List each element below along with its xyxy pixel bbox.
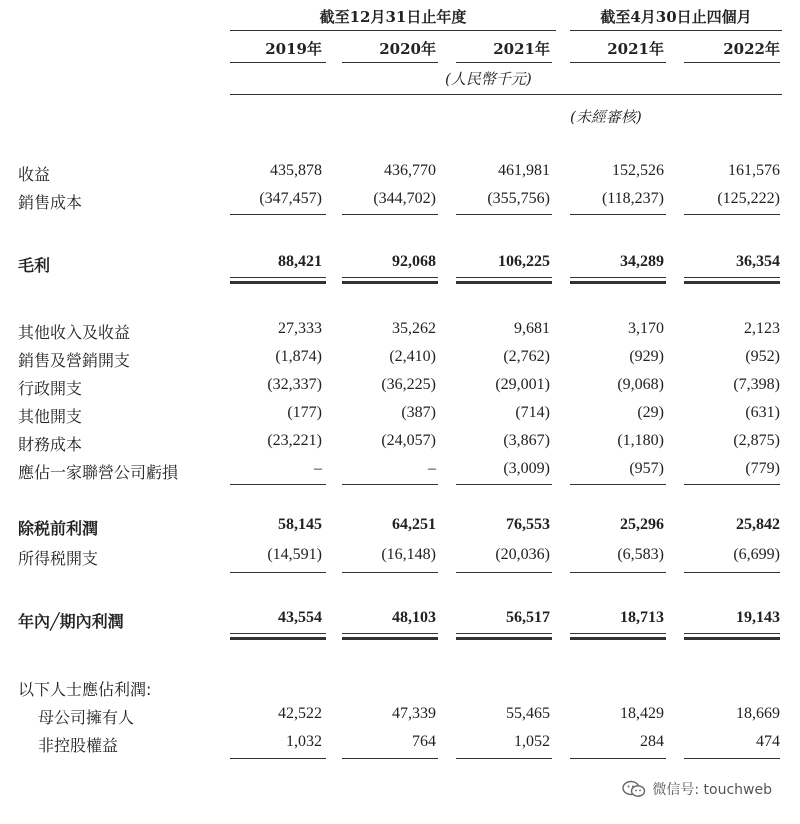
table-cell: (344,702): [373, 190, 436, 207]
table-cell: (6,699): [733, 546, 780, 563]
row-rule-double: [230, 281, 326, 284]
row-rule: [570, 214, 666, 215]
row-rule: [342, 277, 438, 278]
row-rule: [230, 758, 326, 759]
table-cell: (32,337): [267, 376, 322, 393]
table-cell: 161,576: [728, 162, 780, 179]
year-underline-0: [230, 62, 326, 63]
table-cell: 92,068: [392, 253, 436, 270]
year-underline-2: [456, 62, 552, 63]
year-header-4: 2022年: [723, 40, 780, 58]
row-rule: [456, 214, 552, 215]
row-rule-double: [456, 637, 552, 640]
table-cell: (957): [629, 460, 664, 477]
table-cell: 284: [640, 733, 664, 750]
row-rule: [230, 214, 326, 215]
row-rule: [570, 277, 666, 278]
group-header-underline-2: [570, 30, 782, 31]
table-cell: 34,289: [620, 253, 664, 270]
watermark-text: 微信号: touchweb: [652, 782, 772, 798]
table-cell: –: [314, 460, 322, 477]
wechat-icon: [622, 780, 646, 798]
row-label: 銷售成本: [18, 193, 83, 212]
row-rule: [570, 484, 666, 485]
row-rule-double: [570, 281, 666, 284]
table-cell: 18,669: [736, 705, 780, 722]
table-cell: (387): [401, 404, 436, 421]
year-header-0: 2019年: [265, 40, 322, 58]
table-cell: (36,225): [381, 376, 436, 393]
row-rule: [570, 758, 666, 759]
year-underline-3: [570, 62, 666, 63]
row-label: 財務成本: [18, 435, 83, 454]
table-cell: (1,180): [617, 432, 664, 449]
row-rule: [684, 572, 780, 573]
table-cell: 64,251: [392, 516, 436, 533]
table-cell: 764: [412, 733, 436, 750]
table-cell: (125,222): [717, 190, 780, 207]
row-label: 母公司擁有人: [38, 708, 135, 727]
year-underline-4: [684, 62, 780, 63]
row-rule: [230, 572, 326, 573]
table-cell: (9,068): [617, 376, 664, 393]
row-rule: [570, 633, 666, 634]
table-cell: 1,032: [286, 733, 322, 750]
table-cell: 47,339: [392, 705, 436, 722]
table-cell: 88,421: [278, 253, 322, 270]
row-rule: [456, 572, 552, 573]
group-header-four-months: 截至4月30日止四個月: [600, 8, 752, 26]
row-rule-double: [342, 637, 438, 640]
table-cell: (16,148): [381, 546, 436, 563]
row-rule: [342, 758, 438, 759]
row-label: 年內╱期內利潤: [18, 612, 124, 631]
row-rule-double: [456, 281, 552, 284]
row-label: 所得税開支: [18, 549, 99, 568]
table-cell: (355,756): [487, 190, 550, 207]
table-cell: (6,583): [617, 546, 664, 563]
row-rule: [684, 277, 780, 278]
watermark: [622, 779, 772, 799]
table-cell: 18,713: [620, 609, 664, 626]
year-underline-1: [342, 62, 438, 63]
table-cell: 27,333: [278, 320, 322, 337]
table-cell: (347,457): [259, 190, 322, 207]
table-cell: 3,170: [628, 320, 664, 337]
table-cell: 436,770: [384, 162, 436, 179]
table-cell: 25,842: [736, 516, 780, 533]
row-rule: [342, 484, 438, 485]
table-cell: 55,465: [506, 705, 550, 722]
table-cell: 42,522: [278, 705, 322, 722]
row-rule: [230, 633, 326, 634]
table-cell: 36,354: [736, 253, 780, 270]
table-cell: (1,874): [275, 348, 322, 365]
table-cell: (24,057): [381, 432, 436, 449]
table-cell: 19,143: [736, 609, 780, 626]
table-cell: (779): [745, 460, 780, 477]
row-rule: [342, 572, 438, 573]
row-rule: [456, 484, 552, 485]
table-cell: 9,681: [514, 320, 550, 337]
row-rule: [342, 214, 438, 215]
year-header-1: 2020年: [379, 40, 436, 58]
row-rule: [456, 758, 552, 759]
table-cell: (177): [287, 404, 322, 421]
table-cell: 474: [756, 733, 780, 750]
header-bottom-rule: [230, 94, 782, 95]
unaudited-label: (未經審核): [570, 108, 642, 126]
table-cell: 35,262: [392, 320, 436, 337]
row-label: 毛利: [18, 256, 51, 275]
row-rule: [684, 484, 780, 485]
table-cell: (23,221): [267, 432, 322, 449]
row-rule: [684, 214, 780, 215]
table-cell: 43,554: [278, 609, 322, 626]
table-cell: 56,517: [506, 609, 550, 626]
table-cell: (14,591): [267, 546, 322, 563]
table-cell: (118,237): [601, 190, 664, 207]
unit-label: (人民幣千元): [445, 70, 532, 88]
table-cell: 2,123: [744, 320, 780, 337]
row-rule-double: [342, 281, 438, 284]
row-label: 其他開支: [18, 407, 83, 426]
table-cell: (2,875): [733, 432, 780, 449]
table-cell: (631): [745, 404, 780, 421]
row-label: 以下人士應佔利潤:: [18, 680, 152, 699]
table-cell: 18,429: [620, 705, 664, 722]
table-cell: (29): [637, 404, 664, 421]
row-rule-double: [684, 637, 780, 640]
row-rule-double: [230, 637, 326, 640]
table-cell: (7,398): [733, 376, 780, 393]
table-cell: 76,553: [506, 516, 550, 533]
table-cell: 48,103: [392, 609, 436, 626]
row-rule: [684, 633, 780, 634]
year-header-2: 2021年: [493, 40, 550, 58]
row-label: 其他收入及收益: [18, 323, 131, 342]
row-rule: [456, 633, 552, 634]
table-cell: (952): [745, 348, 780, 365]
row-label: 行政開支: [18, 379, 83, 398]
table-cell: 152,526: [612, 162, 664, 179]
row-label: 非控股權益: [38, 736, 119, 755]
table-cell: 25,296: [620, 516, 664, 533]
table-cell: –: [428, 460, 436, 477]
table-cell: (2,762): [503, 348, 550, 365]
table-cell: 58,145: [278, 516, 322, 533]
table-cell: 106,225: [498, 253, 550, 270]
row-label: 除税前利潤: [18, 519, 99, 538]
row-rule: [230, 484, 326, 485]
table-cell: (929): [629, 348, 664, 365]
row-rule: [342, 633, 438, 634]
table-cell: (3,009): [503, 460, 550, 477]
row-rule-double: [684, 281, 780, 284]
table-cell: (29,001): [495, 376, 550, 393]
row-rule: [456, 277, 552, 278]
table-cell: (714): [515, 404, 550, 421]
table-cell: 1,052: [514, 733, 550, 750]
group-header-underline-1: [230, 30, 556, 31]
table-cell: (2,410): [389, 348, 436, 365]
row-label: 銷售及營銷開支: [18, 351, 131, 370]
row-rule-double: [570, 637, 666, 640]
row-label: 應佔一家聯營公司虧損: [18, 463, 179, 482]
table-cell: (3,867): [503, 432, 550, 449]
year-header-3: 2021年: [607, 40, 664, 58]
row-rule: [230, 277, 326, 278]
row-rule: [684, 758, 780, 759]
row-label: 收益: [18, 165, 51, 184]
group-header-year-end: 截至12月31日止年度: [319, 8, 467, 26]
row-rule: [570, 572, 666, 573]
table-cell: 435,878: [270, 162, 322, 179]
table-cell: 461,981: [498, 162, 550, 179]
table-cell: (20,036): [495, 546, 550, 563]
